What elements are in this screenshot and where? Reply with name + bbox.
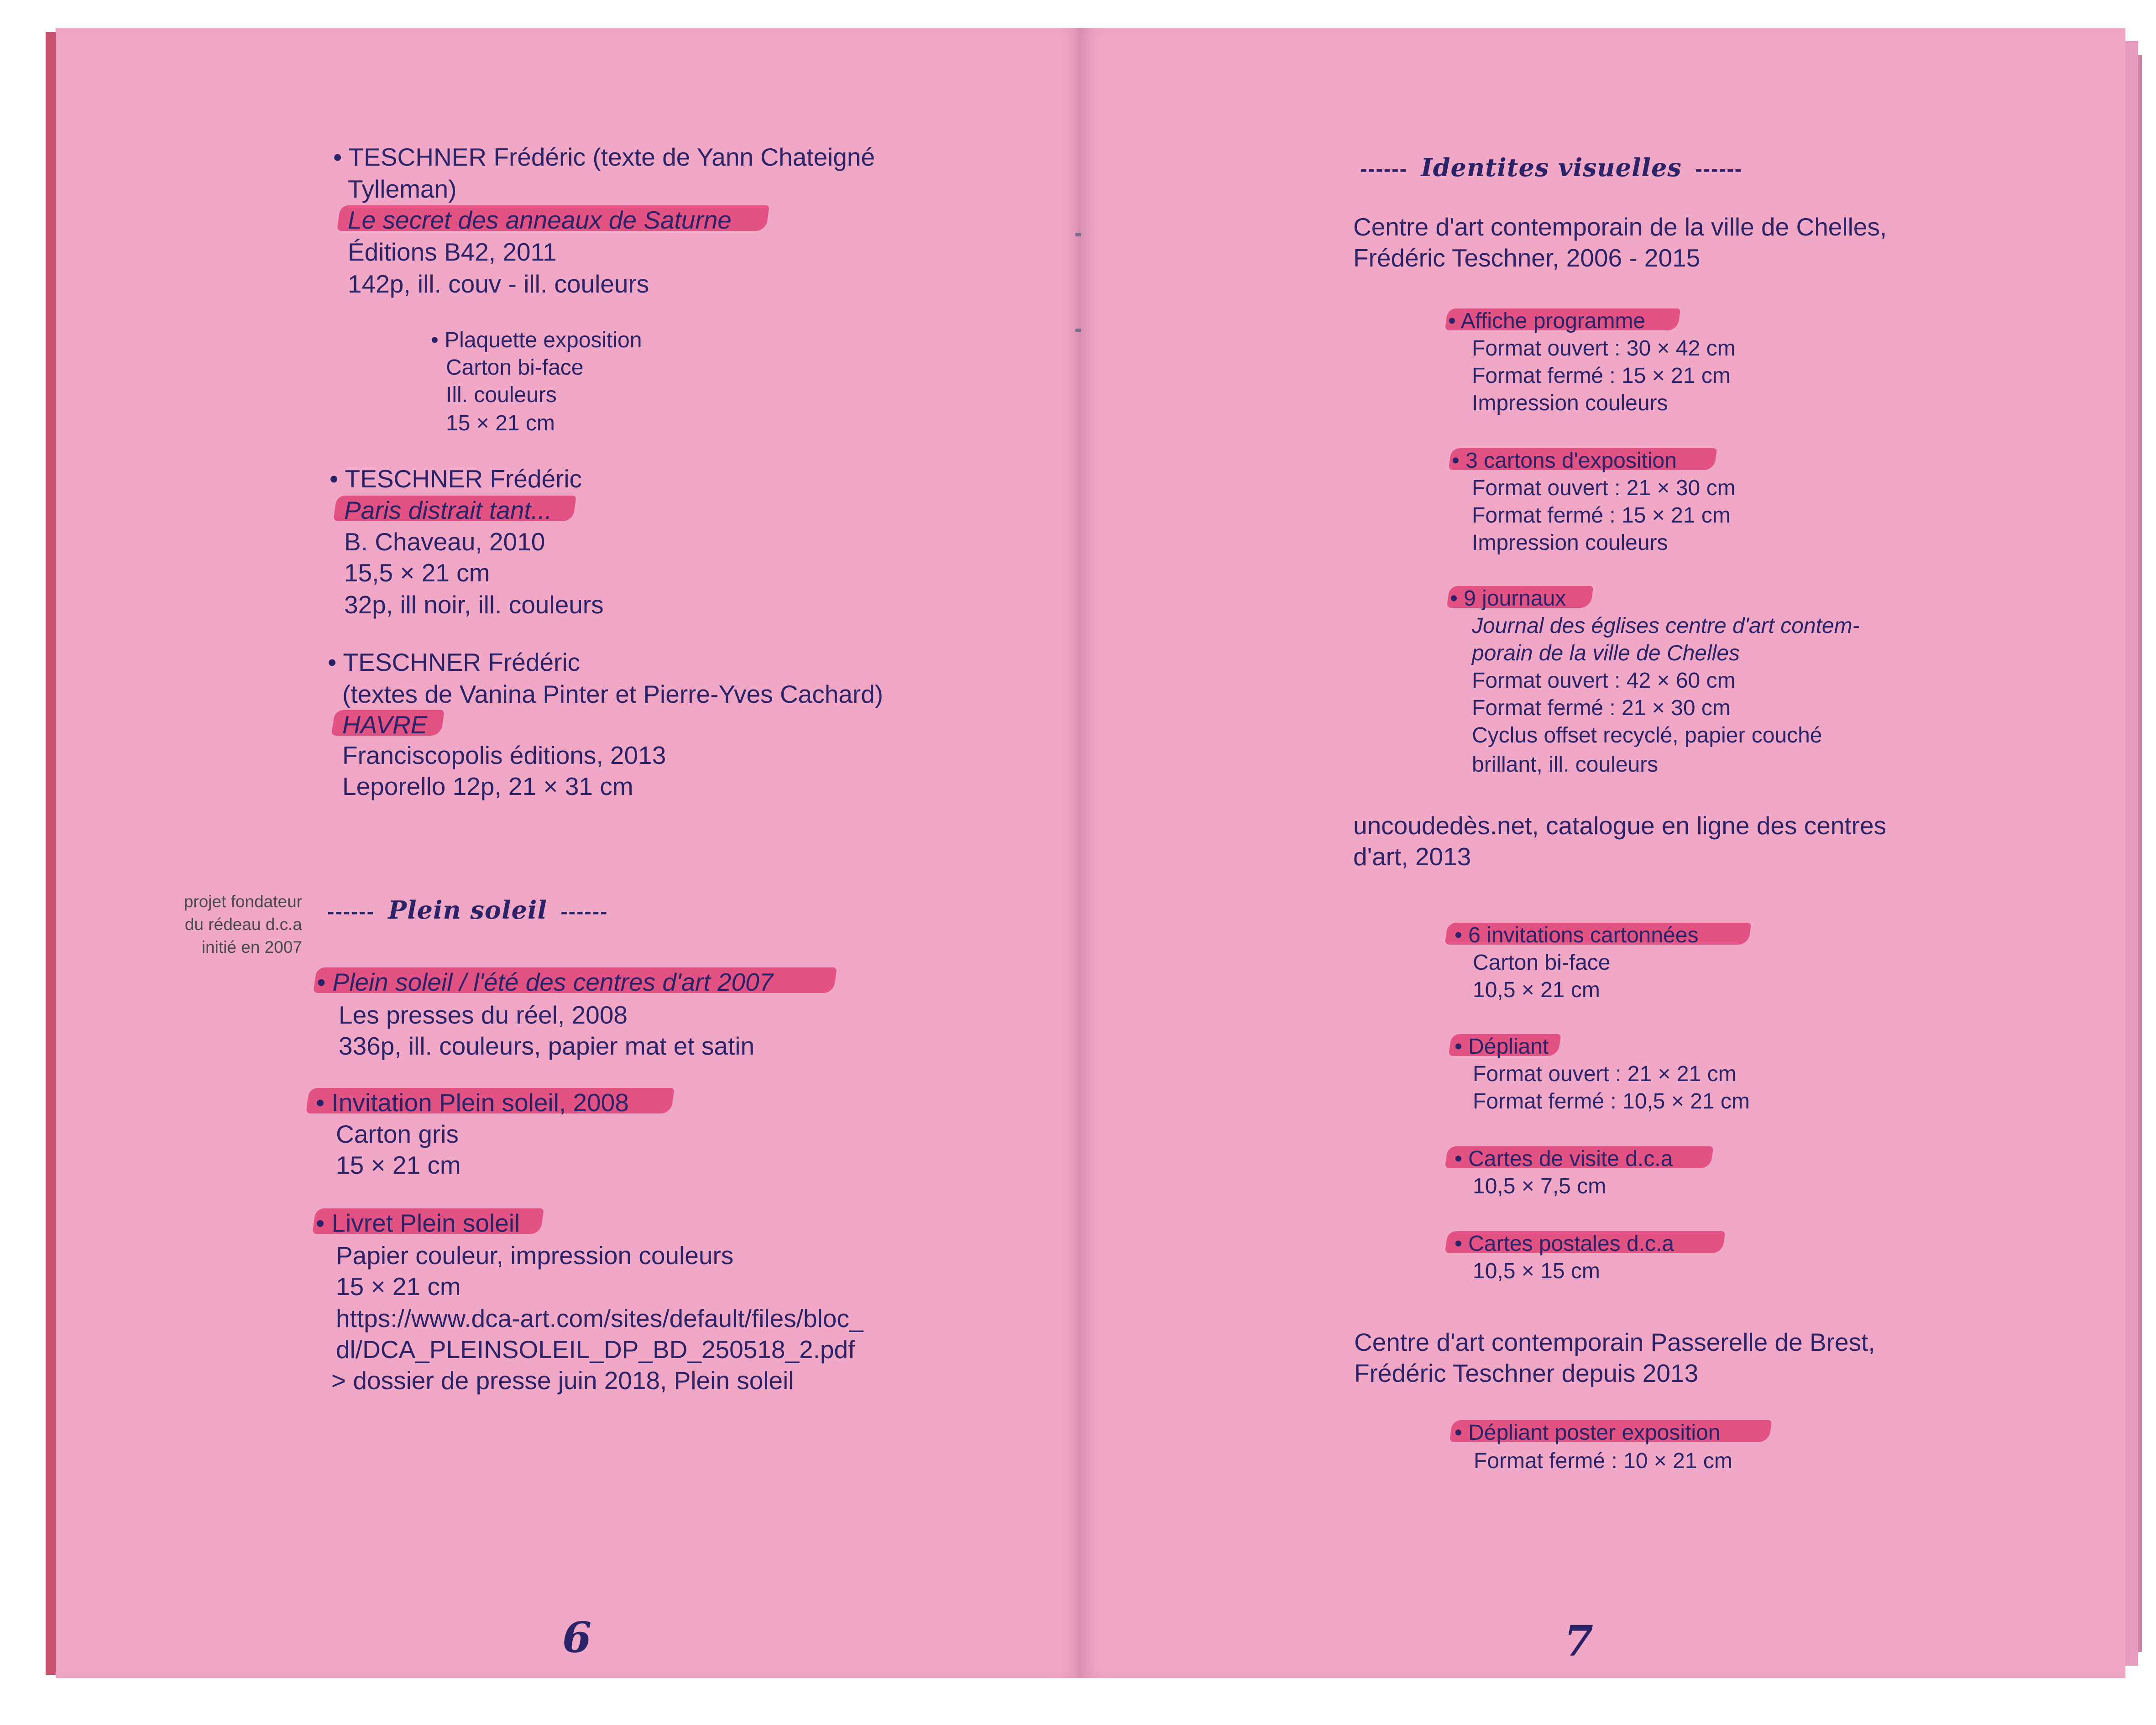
entry-detail: > dossier de presse juin 2018, Plein soleil — [331, 1366, 794, 1395]
entry-detail: • Plaquette exposition — [431, 328, 642, 352]
item-detail: Format ouvert : 21 × 21 cm — [1473, 1062, 1737, 1086]
item-detail: Format fermé : 10,5 × 21 cm — [1473, 1089, 1750, 1113]
item-italic: Journal des églises centre d'art contem- — [1472, 614, 1860, 638]
item-title: • 9 journaux — [1450, 586, 1566, 611]
item-title: • 6 invitations cartonnées — [1455, 923, 1699, 947]
item-detail: 10,5 × 21 cm — [1473, 978, 1600, 1002]
intro-line: Frédéric Teschner, 2006 - 2015 — [1353, 244, 1701, 272]
entry-detail: Les presses du réel, 2008 — [339, 1001, 628, 1029]
entry-detail: Carton bi-face — [446, 355, 584, 380]
section-heading — [1360, 155, 1743, 180]
side-note: initié en 2007 — [201, 938, 302, 957]
item-detail: Carton bi-face — [1473, 951, 1611, 975]
entry-detail: Franciscopolis éditions, 2013 — [342, 741, 666, 769]
item-detail: Format ouvert : 42 × 60 cm — [1472, 669, 1736, 693]
heading-title: Identites visuelles — [1421, 153, 1682, 182]
entry-author: • TESCHNER Frédéric — [328, 648, 581, 676]
booklet-edge-right — [2125, 41, 2138, 1666]
entry-detail: 15,5 × 21 cm — [344, 559, 490, 587]
side-note: projet fondateur — [183, 892, 302, 911]
entry-detail: 142p, ill. couv - ill. couleurs — [348, 270, 649, 298]
intro-line: Centre d'art contemporain Passerelle de Brest, — [1354, 1328, 1875, 1356]
url-line: https://www.dca-art.com/sites/default/files/bloc_ — [336, 1304, 863, 1333]
entry-detail: 32p, ill noir, ill. couleurs — [344, 591, 604, 619]
item-detail: 10,5 × 7,5 cm — [1473, 1174, 1607, 1198]
item-detail: Format fermé : 15 × 21 cm — [1472, 364, 1731, 388]
item-title: • 3 cartons d'exposition — [1452, 449, 1677, 473]
item-detail: Format ouvert : 21 × 30 cm — [1472, 476, 1736, 500]
entry-detail: Papier couleur, impression couleurs — [336, 1241, 734, 1270]
item-title: • Cartes postales d.c.a — [1455, 1232, 1675, 1256]
item-detail: Format fermé : 21 × 30 cm — [1472, 696, 1731, 720]
entry-title: Paris distrait tant... — [344, 496, 552, 524]
item-detail: Format ouvert : 30 × 42 cm — [1472, 336, 1736, 361]
item-detail: Format fermé : 15 × 21 cm — [1472, 503, 1731, 528]
page-number: 6 — [562, 1613, 592, 1662]
item-title: • Affiche programme — [1448, 309, 1646, 333]
entry-author: • TESCHNER Frédéric — [330, 465, 582, 493]
item-detail: 10,5 × 15 cm — [1473, 1259, 1600, 1283]
entry-author: • TESCHNER Frédéric (texte de Yann Chateigné — [333, 143, 875, 171]
right-page — [1081, 28, 2125, 1678]
item-italic: porain de la ville de Chelles — [1472, 641, 1740, 665]
entry-title: HAVRE — [342, 711, 428, 739]
entry-detail: B. Chaveau, 2010 — [344, 528, 545, 556]
item-detail: Cyclus offset recyclé, papier couché — [1472, 723, 1822, 748]
entry-detail: 336p, ill. couleurs, papier mat et satin — [339, 1032, 755, 1060]
entry-detail: Ill. couleurs — [446, 383, 557, 407]
item-title: • Dépliant poster exposition — [1455, 1421, 1721, 1445]
entry-title: • Plein soleil / l'été des centres d'art 2007 — [317, 968, 774, 996]
left-page — [56, 28, 1081, 1678]
url-line: dl/DCA_PLEINSOLEIL_DP_BD_250518_2.pdf — [336, 1335, 855, 1364]
intro-line: uncoudedès.net, catalogue en ligne des centres — [1353, 811, 1887, 840]
section-heading — [327, 895, 608, 925]
entry-title: • Invitation Plein soleil, 2008 — [316, 1088, 629, 1117]
entry-detail: 15 × 21 cm — [336, 1272, 461, 1301]
heading-dashes: ------ — [1695, 157, 1743, 181]
entry-author-cont: (textes de Vanina Pinter et Pierre-Yves Cachard) — [342, 680, 884, 708]
entry-detail: 15 × 21 cm — [446, 411, 555, 435]
intro-line: Frédéric Teschner depuis 2013 — [1354, 1359, 1699, 1387]
side-note: du rédeau d.c.a — [184, 915, 302, 934]
entry-detail: 15 × 21 cm — [336, 1151, 461, 1179]
heading-dashes: ------ — [327, 899, 375, 923]
entry-detail: Éditions B42, 2011 — [348, 238, 557, 266]
entry-title: • Livret Plein soleil — [316, 1209, 520, 1237]
item-detail: brillant, ill. couleurs — [1472, 753, 1659, 777]
booklet-edge-right-shadow — [2138, 55, 2142, 1652]
item-detail: Format fermé : 10 × 21 cm — [1474, 1449, 1732, 1473]
entry-title: Le secret des anneaux de Saturne — [348, 206, 732, 234]
intro-line: Centre d'art contemporain de la ville de Chelles, — [1353, 213, 1887, 241]
entry-detail: Leporello 12p, 21 × 31 cm — [342, 772, 633, 800]
booklet-edge-left — [46, 32, 56, 1675]
heading-title: Plein soleil — [388, 895, 547, 925]
item-detail: Impression couleurs — [1472, 531, 1668, 555]
item-title: • Dépliant — [1455, 1035, 1549, 1059]
item-detail: Impression couleurs — [1472, 391, 1668, 415]
heading-dashes: ------ — [560, 899, 608, 923]
entry-author-cont: Tylleman) — [348, 175, 457, 203]
entry-detail: Carton gris — [336, 1120, 459, 1148]
heading-dashes: ------ — [1360, 157, 1408, 181]
page-number: 7 — [1564, 1616, 1594, 1666]
item-title: • Cartes de visite d.c.a — [1455, 1147, 1673, 1171]
intro-line: d'art, 2013 — [1353, 842, 1471, 871]
